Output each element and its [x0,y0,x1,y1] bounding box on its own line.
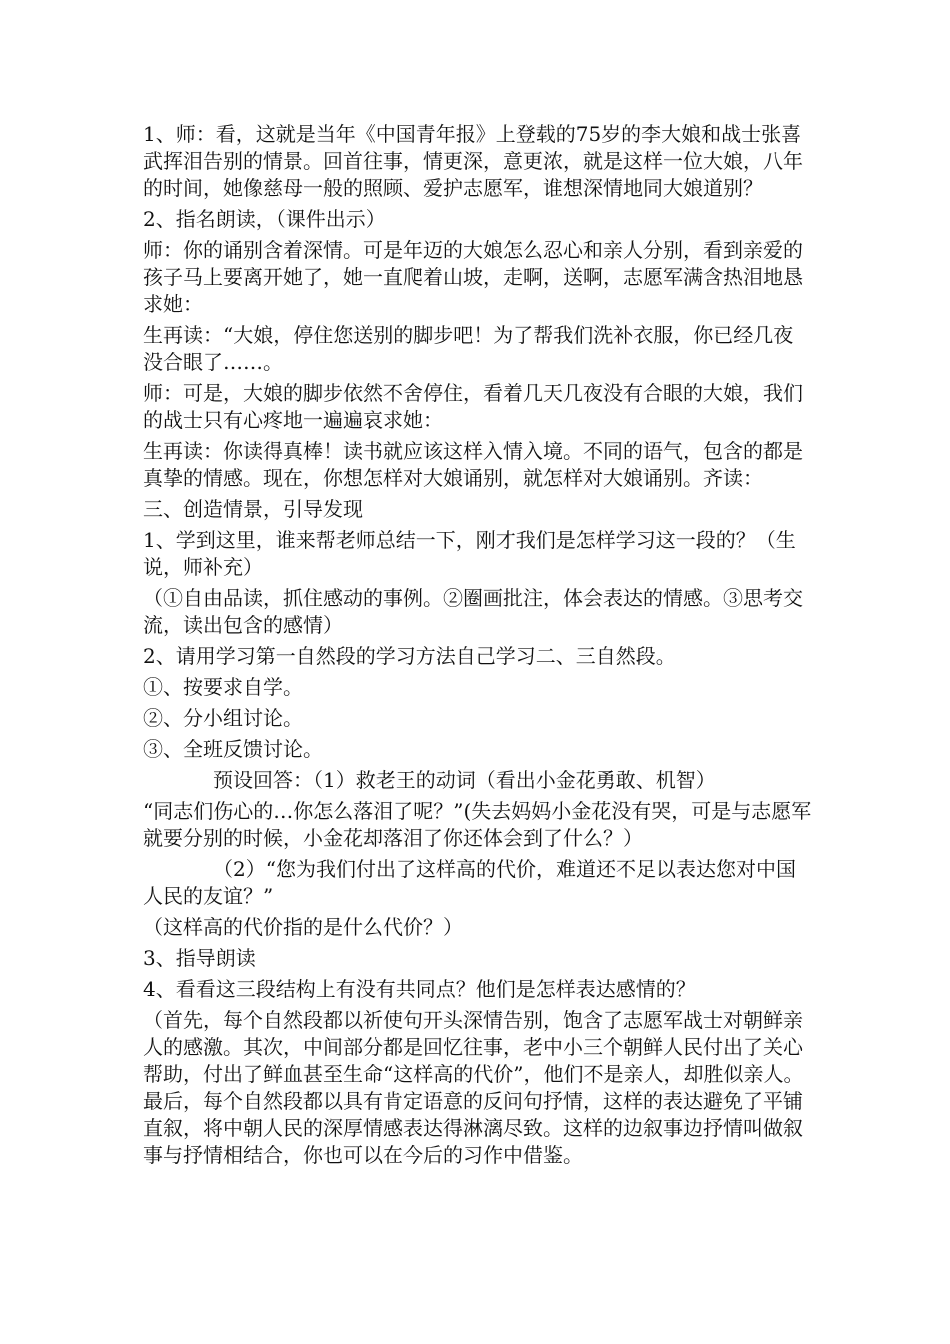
paragraph-1: 1、师：看，这就是当年《中国青年报》上登载的75岁的李大娘和战士张喜武挥泪告别的情景。回首往事，情更深，意更浓，就是这样一位大娘，八年的时间，她像慈母一般的照顾、爱护志愿军，谁想深情地同大娘道别？ [143,122,803,200]
paragraph-6: 生再读：你读得真棒！读书就应该这样入情入境。不同的语气，包含的都是真挚的情感。现在，你想怎样对大娘诵别，就怎样对大娘诵别。齐读： [143,439,803,490]
list-item-3: ③、全班反馈讨论。 [143,737,323,761]
paragraph-15: “同志们伤心的…你怎么落泪了呢？”(失去妈妈小金花没有哭，可是与志愿军就要分别的时候，小金花却落泪了你还体会到了什么？） [143,799,812,850]
paragraph-18: 3、指导朗读 [143,946,256,970]
paragraph-3: 师：你的诵别含着深情。可是年迈的大娘怎么忍心和亲人分别，看到亲爱的孩子马上要离开她了，她一直爬着山坡，走啊，送啊，志愿军满含热泪地恳求她： [143,238,803,316]
paragraph-20: （首先，每个自然段都以祈使句开头深情告别，饱含了志愿军战士对朝鲜亲人的感激。其次，中间部分都是回忆往事，老中小三个朝鲜人民付出了关心帮助，付出了鲜血甚至生命“这样高的代价”，他们不是亲人，却胜似亲人。最后，每个自然段都以具有肯定语意的反问句抒情，这样的表达避免了平铺直叙，将中朝人民的深厚情感表达得淋漓尽致。这样的边叙事边抒情叫做叙事与抒情相结合，你也可以在今后的习作中借鉴。 [143,1008,804,1167]
preset-answer-2: （2）“您为我们付出了这样高的代价，难道还不足以表达您对中国人民的友谊？” [143,857,796,908]
paragraph-19: 4、看看这三段结构上有没有共同点？他们是怎样表达感情的？ [143,977,696,1001]
paragraph-5: 师：可是，大娘的脚步依然不舍停住，看着几天几夜没有合眼的大娘，我们的战士只有心疼地一遍遍哀求她： [143,381,803,432]
document-body [143,121,813,1173]
list-item-1: ①、按要求自学。 [143,675,303,699]
paragraph-17: （这样高的代价指的是什么代价？） [143,915,463,939]
paragraph-2: 2、指名朗读，（课件出示） [143,207,386,231]
paragraph-9: （①自由品读，抓住感动的事例。②圈画批注，体会表达的情感。③思考交流，读出包含的感情） [143,586,803,637]
list-item-2: ②、分小组讨论。 [143,706,303,730]
paragraph-8: 1、学到这里，谁来帮老师总结一下，刚才我们是怎样学习这一段的？（生说，师补充） [143,528,796,579]
preset-answer-1: 预设回答：（1）救老王的动词（看出小金花勇敢、机智） [213,768,716,792]
paragraph-10: 2、请用学习第一自然段的学习方法自己学习二、三自然段。 [143,644,676,668]
paragraph-4: 生再读：“大娘，停住您送别的脚步吧！为了帮我们洗补衣服，你已经几夜没合眼了……。 [143,323,794,374]
section-heading: 三、创造情景，引导发现 [143,497,363,521]
